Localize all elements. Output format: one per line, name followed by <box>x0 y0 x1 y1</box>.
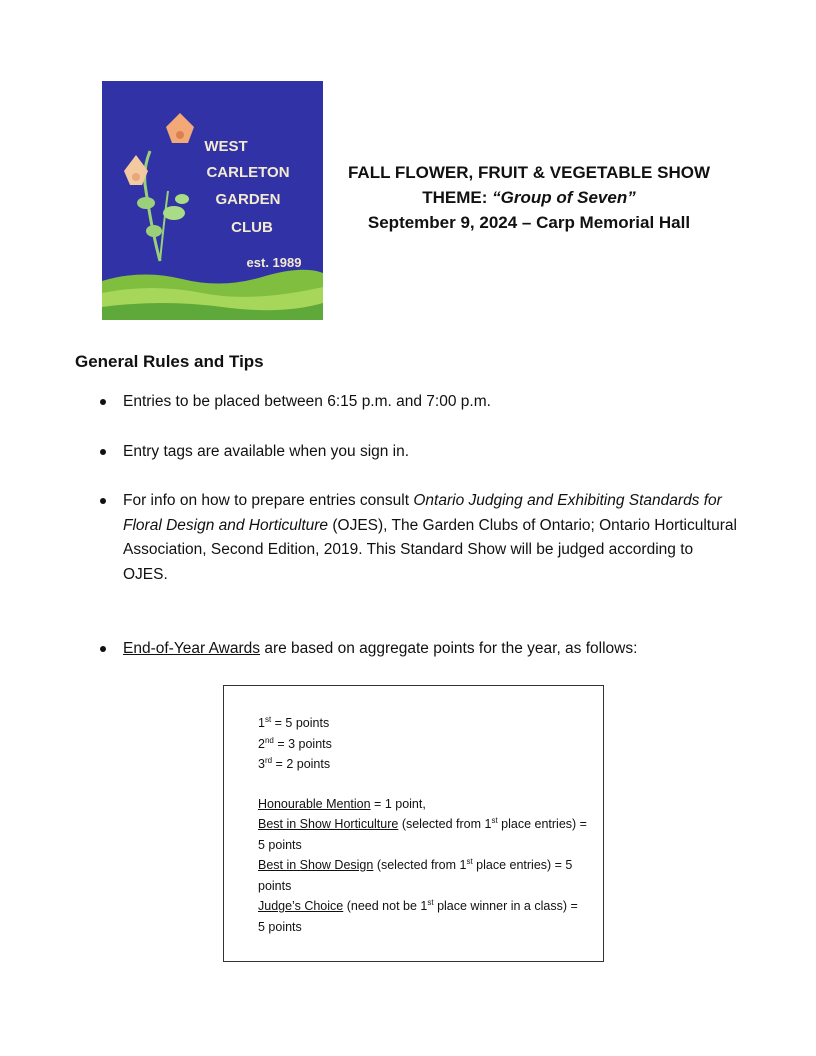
bullet-icon <box>100 399 106 405</box>
awards-points-box <box>223 685 604 962</box>
rule-item <box>100 489 740 587</box>
points-first: 1st = 5 points <box>258 714 330 730</box>
ojes-title: Ontario Judging and Exhibiting Standards for Floral Design and Horticulture <box>123 492 722 534</box>
theme-label: THEME: <box>422 188 488 207</box>
rule-item <box>100 390 740 415</box>
points-second: 2nd = 3 points <box>258 735 332 751</box>
rule-text: For info on how to prepare entries consult <box>123 492 414 509</box>
bullet-icon <box>100 498 106 504</box>
end-of-year-awards-label: End-of-Year Awards <box>123 640 261 657</box>
rule-text: (OJES), The Garden Clubs of Ontario; Ontario Horticultural Association, Second Edition, 2019. This Standard Show will be judged according to OJES. <box>123 516 737 583</box>
section-title: General Rules and Tips <box>75 352 264 371</box>
points-best-horticulture: Best in Show Horticulture (selected from 1st place entries) = 5 points <box>258 815 587 852</box>
rule-text: Entries to be placed between 6:15 p.m. and 7:00 p.m. <box>123 393 491 410</box>
logo-text-carleton: CARLETON <box>206 164 290 181</box>
logo-text-west: WEST <box>204 138 248 155</box>
rule-item <box>100 440 740 465</box>
logo-text-est: est. 1989 <box>246 255 302 270</box>
theme-value: “Group of Seven” <box>492 188 636 207</box>
rules-list <box>100 390 740 662</box>
club-logo-image <box>102 81 323 320</box>
logo-text-club: CLUB <box>231 219 273 236</box>
points-honourable-mention: Honourable Mention = 1 point, <box>258 796 426 811</box>
rule-text: Entry tags are available when you sign in. <box>123 442 410 460</box>
logo-text-garden: GARDEN <box>215 191 281 208</box>
club-logo <box>102 81 323 320</box>
show-theme <box>336 185 722 210</box>
show-header <box>336 160 722 235</box>
rule-item <box>100 637 740 662</box>
show-title: FALL FLOWER, FRUIT & VEGETABLE SHOW <box>347 163 711 182</box>
bullet-icon <box>100 449 106 455</box>
points-best-design: Best in Show Design (selected from 1st place entries) = 5 points <box>258 856 573 893</box>
bullet-icon <box>100 646 106 652</box>
awards-points-content <box>258 713 588 937</box>
points-judges-choice: Judge’s Choice (need not be 1st place winner in a class) = 5 points <box>258 897 578 934</box>
rule-text: are based on aggregate points for the year, as follows: <box>260 640 638 657</box>
show-date-location: September 9, 2024 – Carp Memorial Hall <box>367 213 691 232</box>
points-third: 3rd = 2 points <box>258 755 331 771</box>
